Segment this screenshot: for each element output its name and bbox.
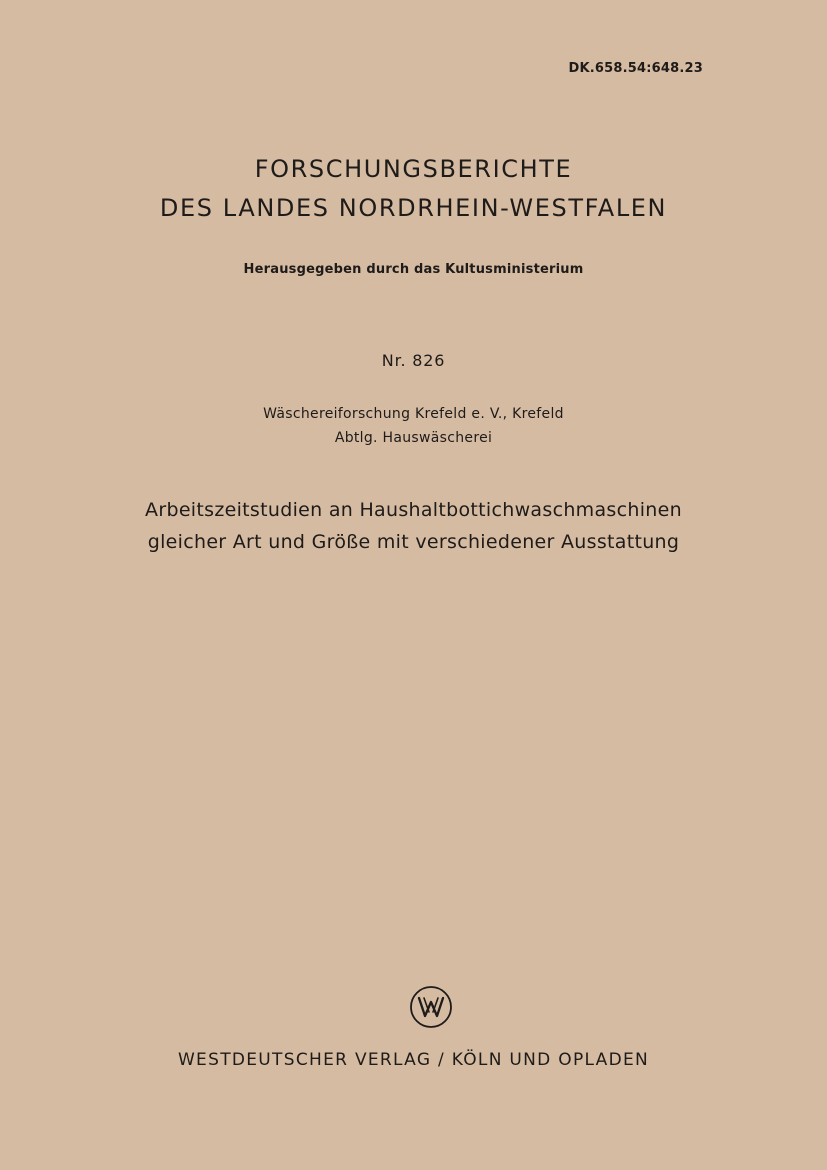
publisher-logo-circle [411, 987, 451, 1027]
report-number: Nr. 826 [381, 351, 446, 370]
publisher-imprint: WESTDEUTSCHER VERLAG / KÖLN UND OPLADEN [177, 1050, 650, 1070]
report-title-line-1: Arbeitszeitstudien an Haushaltbottichwaschmaschinen [145, 499, 682, 521]
series-title [0, 150, 827, 228]
series-title-line-1: FORSCHUNGSBERICHTE [254, 155, 573, 183]
institution [0, 402, 827, 450]
publisher-logo-icon [409, 985, 453, 1029]
institution-line-1: Wäschereiforschung Krefeld e. V., Krefeld [263, 406, 564, 422]
dk-classification-number: DK.658.54:648.23 [568, 61, 703, 76]
publisher-note: Herausgegeben durch das Kultusministerium [243, 262, 584, 277]
publisher-logo-inner-strokes [424, 998, 438, 1012]
publisher-logo-w-mark [419, 998, 443, 1016]
report-title-line-2: gleicher Art und Größe mit verschiedener Ausstattung [147, 531, 680, 553]
report-title [0, 494, 827, 558]
institution-line-2: Abtlg. Hauswäscherei [334, 430, 493, 446]
series-title-line-2: DES LANDES NORDRHEIN-WESTFALEN [159, 194, 668, 222]
